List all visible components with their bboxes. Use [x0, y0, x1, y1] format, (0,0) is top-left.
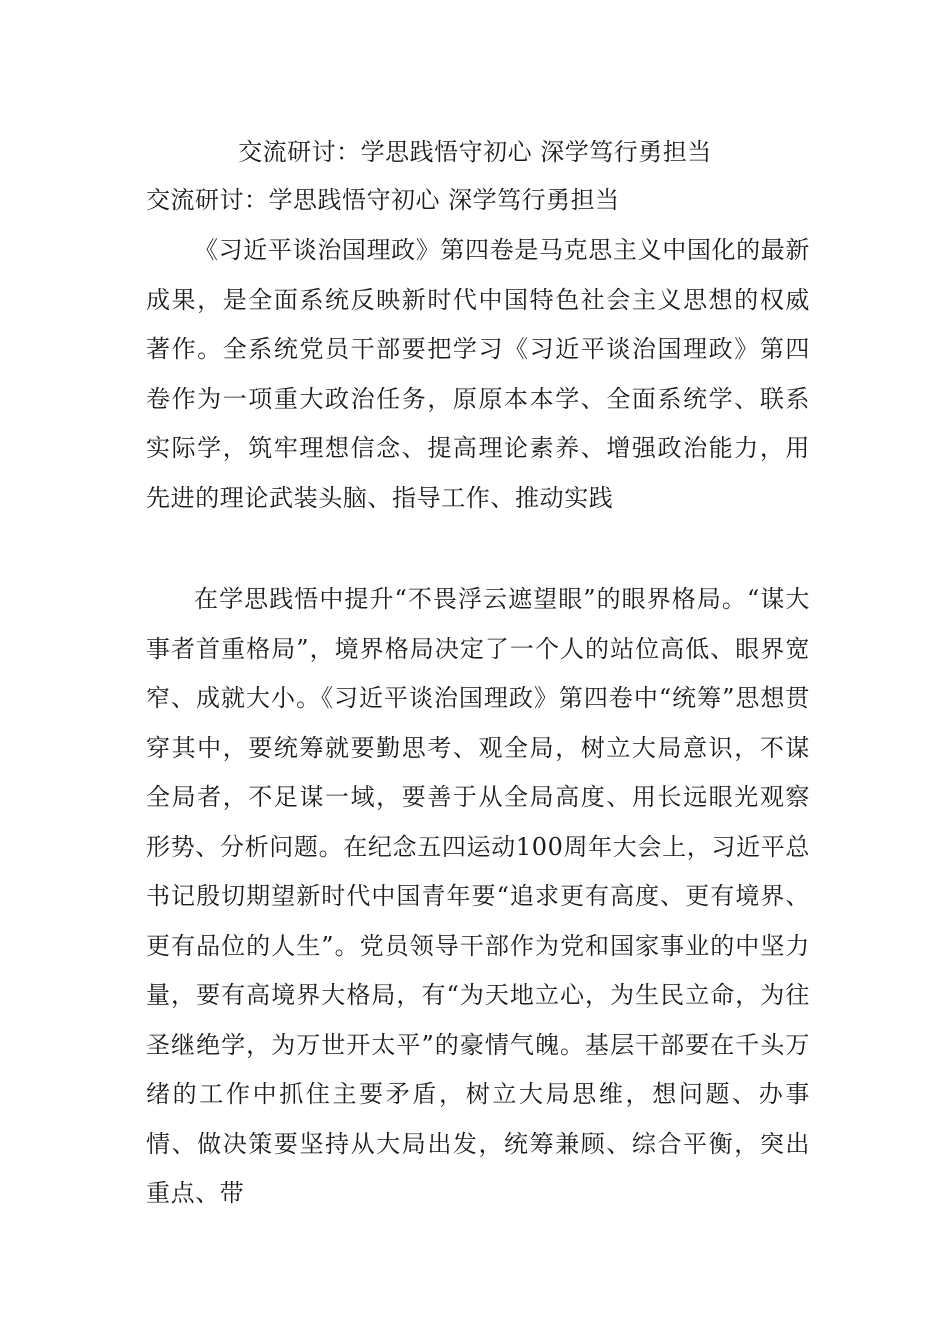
document-subtitle: 交流研讨：学思践悟守初心 深学笃行勇担当	[146, 186, 620, 214]
body-paragraph: 《习近平谈治国理政》第四卷是马克思主义中国化的最新成果，是全面系统反映新时代中国特色社会主义思想的权威著作。全系统党员干部要把学习《习近平谈治国理政》第四卷作为一项重大政治任务，原原本本学、全面系统学、联系实际学，筑牢理想信念、提高理论素养、增强政治能力，用先进的理论武装头脑、指导工作、推动实践	[146, 236, 810, 512]
document-title: 交流研讨：学思践悟守初心 深学笃行勇担当	[238, 138, 712, 166]
body-paragraph: 在学思践悟中提升“不畏浮云遮望眼”的眼界格局。“谋大事者首重格局”，境界格局决定了一个人的站位高低、眼界宽窄、成就大小。《习近平谈治国理政》第四卷中“统筹”思想贯穿其中，要统筹就要勤思考、观全局，树立大局意识，不谋全局者，不足谋一域，要善于从全局高度、用长远眼光观察形势、分析问题。在纪念五四运动100周年大会上，习近平总书记殷切期望新时代中国青年要“追求更有高度、更有境界、更有品位的人生”。党员领导干部作为党和国家事业的中坚力量，要有高境界大格局，有“为天地立心，为生民立命，为往圣继绝学，为万世开太平”的豪情气魄。基层干部要在千头万绪的工作中抓住主要矛盾，树立大局思维，想问题、办事情、做决策要坚持从大局出发，统筹兼顾、综合平衡，突出重点、带	[146, 585, 810, 1207]
